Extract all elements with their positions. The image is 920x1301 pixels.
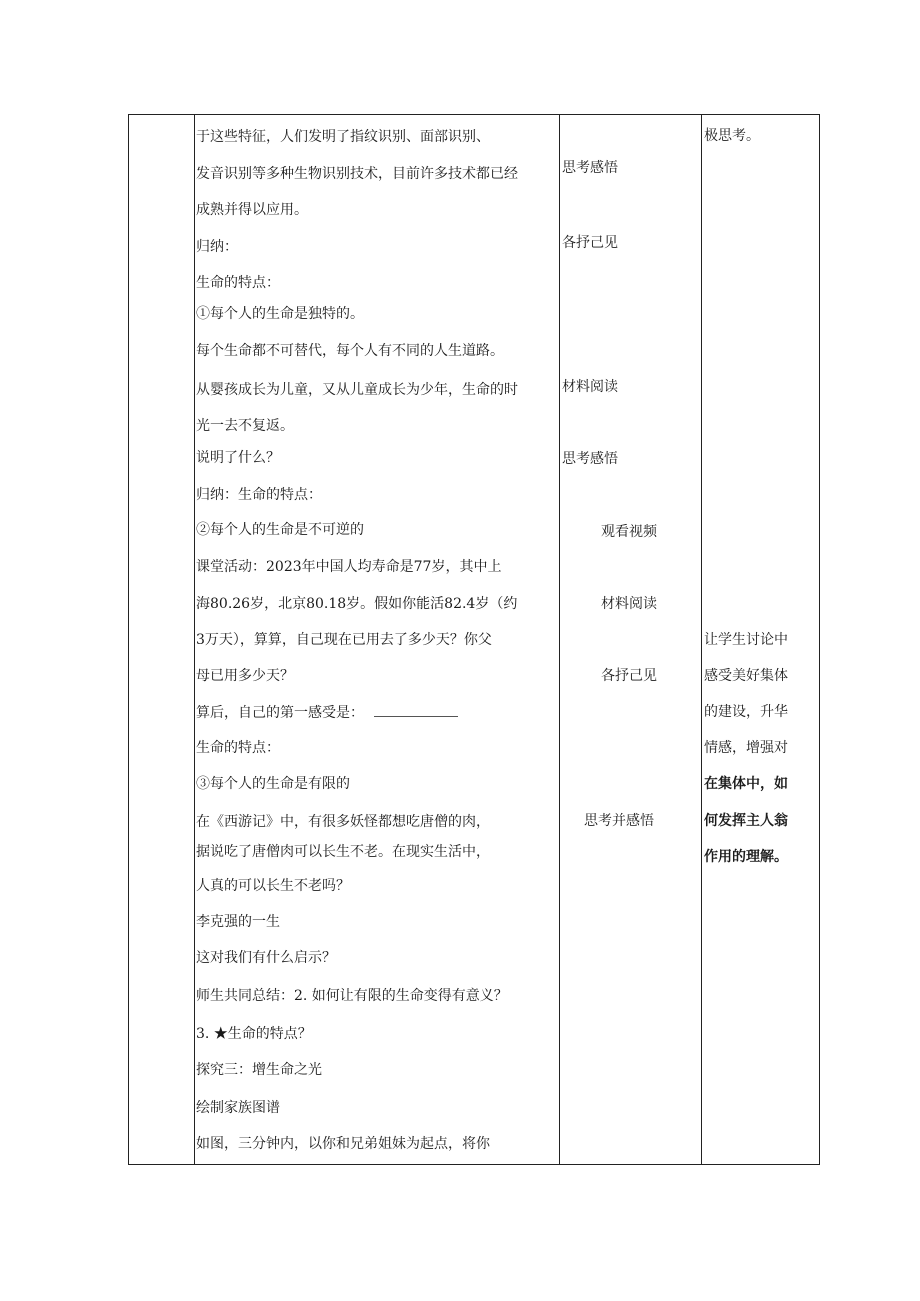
content-line: ②每个人的生命是不可逆的 — [196, 522, 364, 538]
intent-line: 极思考。 — [704, 128, 760, 144]
content-line: 从婴孩成长为儿童，又从儿童成长为少年，生命的时 — [196, 382, 518, 398]
content-line: 生命的特点： — [196, 275, 280, 291]
content-line-with-blank — [196, 702, 458, 723]
activity-label: 观看视频 — [601, 524, 657, 540]
content-line: 李克强的一生 — [196, 914, 280, 930]
column-divider-1 — [194, 114, 195, 1165]
content-line: 3万天），算算，自己现在已用去了多少天？你父 — [196, 632, 492, 648]
intent-line: 让学生讨论中 — [704, 632, 788, 648]
activity-label: 思考感悟 — [562, 160, 618, 176]
content-line: 算后，自己的第一感受是： — [196, 705, 364, 721]
activity-label: 各抒己见 — [562, 235, 618, 251]
content-line: 母已用多少天？ — [196, 668, 294, 684]
content-line: ③每个人的生命是有限的 — [196, 776, 350, 792]
content-line: 如图，三分钟内，以你和兄弟姐妹为起点，将你 — [196, 1136, 490, 1152]
content-line: 这对我们有什么启示？ — [196, 950, 336, 966]
activity-label: 各抒己见 — [601, 668, 657, 684]
content-line: 于这些特征，人们发明了指纹识别、面部识别、 — [196, 129, 490, 145]
content-line: 海80.26岁，北京80.18岁。假如你能活82.4岁（约 — [196, 596, 518, 612]
content-line: 归纳：生命的特点： — [196, 487, 322, 503]
intent-line: 的建设，升华 — [704, 704, 788, 720]
activity-label: 材料阅读 — [601, 596, 657, 612]
content-line: 在《西游记》中，有很多妖怪都想吃唐僧的肉， — [196, 814, 490, 830]
intent-line-bold: 何发挥主人翁 — [704, 813, 788, 829]
content-line: 据说吃了唐僧肉可以长生不老。在现实生活中， — [196, 844, 490, 860]
content-line: 师生共同总结：2. 如何让有限的生命变得有意义？ — [196, 988, 508, 1004]
content-line: 探究三：增生命之光 — [196, 1062, 322, 1078]
content-line: 课堂活动：2023年中国人均寿命是77岁，其中上 — [196, 559, 502, 575]
intent-line: 情感，增强对 — [704, 740, 788, 756]
content-line: 成熟并得以应用。 — [196, 202, 308, 218]
column-divider-3 — [701, 114, 702, 1165]
content-line: 发音识别等多种生物识别技术，目前许多技术都已经 — [196, 166, 518, 182]
intent-line: 感受美好集体 — [704, 668, 788, 684]
content-line: 每个生命都不可替代，每个人有不同的人生道路。 — [196, 343, 504, 359]
content-line: 归纳： — [196, 239, 238, 255]
content-line: 说明了什么？ — [196, 450, 280, 466]
column-divider-2 — [559, 114, 560, 1165]
activity-label: 思考感悟 — [562, 451, 618, 467]
activity-label: 材料阅读 — [562, 379, 618, 395]
content-line: 3. ★生命的特点？ — [196, 1026, 312, 1042]
content-line: ①每个人的生命是独特的。 — [196, 306, 364, 322]
content-line: 光一去不复返。 — [196, 418, 294, 434]
intent-line-bold: 作用的理解。 — [704, 849, 788, 865]
answer-blank — [374, 702, 458, 717]
content-line: 生命的特点： — [196, 740, 280, 756]
content-line: 人真的可以长生不老吗？ — [196, 878, 350, 894]
content-line: 绘制家族图谱 — [196, 1100, 280, 1116]
activity-label: 思考并感悟 — [584, 813, 654, 829]
intent-line-bold: 在集体中，如 — [704, 776, 788, 792]
